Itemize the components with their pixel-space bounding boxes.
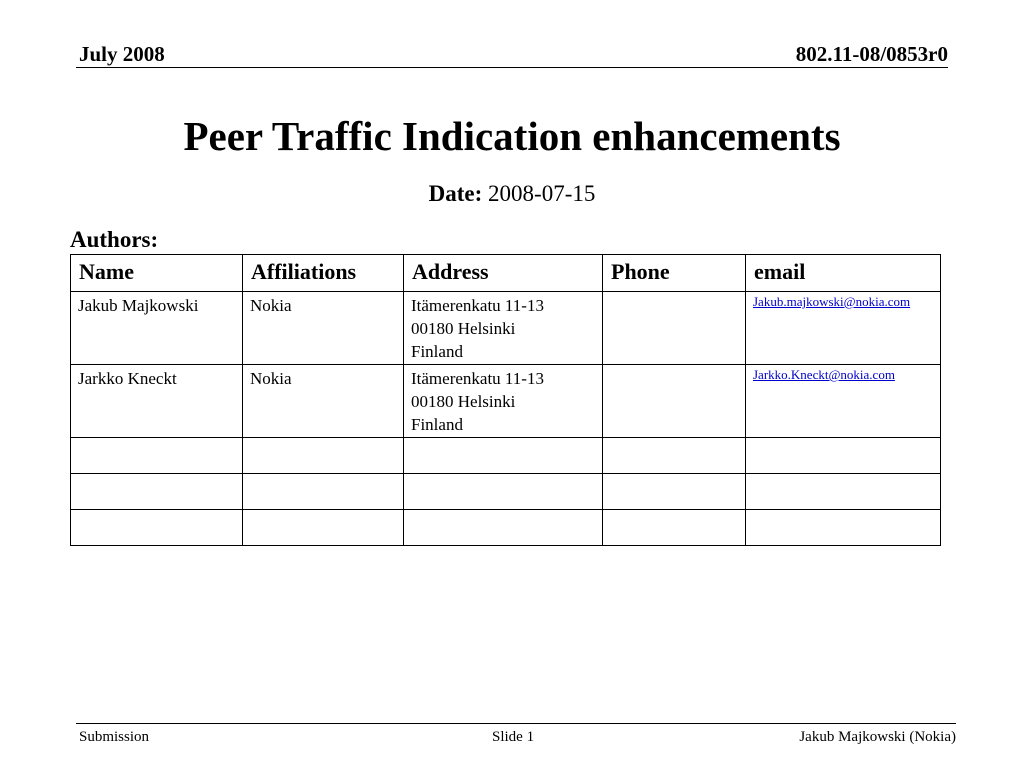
address-country: Finland bbox=[411, 415, 463, 434]
author-email-link[interactable]: Jakub.majkowski@nokia.com bbox=[753, 294, 911, 309]
address-street: Itämerenkatu 11-13 bbox=[411, 369, 544, 388]
empty-cell bbox=[404, 438, 603, 474]
empty-cell bbox=[404, 510, 603, 546]
table-row bbox=[71, 292, 941, 365]
author-phone bbox=[603, 292, 746, 365]
header-rule bbox=[76, 67, 948, 68]
author-affiliation: Nokia bbox=[243, 292, 404, 365]
author-email-cell bbox=[746, 365, 941, 438]
author-address bbox=[404, 292, 603, 365]
author-phone bbox=[603, 365, 746, 438]
table-row bbox=[71, 365, 941, 438]
slide-title: Peer Traffic Indication enhancements bbox=[183, 113, 841, 159]
empty-table-row bbox=[71, 474, 941, 510]
empty-cell bbox=[746, 474, 941, 510]
empty-cell bbox=[603, 474, 746, 510]
empty-cell bbox=[404, 474, 603, 510]
table-header-row bbox=[71, 255, 941, 292]
author-email-link[interactable]: Jarkko.Kneckt@nokia.com bbox=[753, 367, 895, 382]
empty-table-row bbox=[71, 510, 941, 546]
empty-cell bbox=[243, 474, 404, 510]
column-header-phone: Phone bbox=[603, 255, 746, 292]
authors-label: Authors: bbox=[70, 227, 159, 252]
author-name: Jarkko Kneckt bbox=[71, 365, 243, 438]
empty-cell bbox=[603, 438, 746, 474]
column-header-address: Address bbox=[404, 255, 603, 292]
address-country: Finland bbox=[411, 342, 463, 361]
column-header-name: Name bbox=[71, 255, 243, 292]
author-address bbox=[404, 365, 603, 438]
footer-slide-number: Slide 1 bbox=[492, 729, 535, 745]
address-street: Itämerenkatu 11-13 bbox=[411, 296, 544, 315]
date-value: 2008-07-15 bbox=[488, 181, 596, 206]
footer-rule bbox=[76, 723, 956, 724]
empty-table-row bbox=[71, 438, 941, 474]
author-email-cell bbox=[746, 292, 941, 365]
date-line bbox=[0, 181, 1024, 207]
address-city: 00180 Helsinki bbox=[411, 392, 516, 411]
date-label: Date: bbox=[428, 181, 483, 206]
column-header-affiliations: Affiliations bbox=[243, 255, 404, 292]
footer-author: Jakub Majkowski (Nokia) bbox=[799, 729, 956, 745]
empty-cell bbox=[243, 510, 404, 546]
author-affiliation: Nokia bbox=[243, 365, 404, 438]
author-name: Jakub Majkowski bbox=[71, 292, 243, 365]
empty-cell bbox=[746, 510, 941, 546]
empty-cell bbox=[243, 438, 404, 474]
column-header-email: email bbox=[746, 255, 941, 292]
empty-cell bbox=[71, 510, 243, 546]
footer-submission: Submission bbox=[79, 729, 150, 745]
empty-cell bbox=[746, 438, 941, 474]
empty-cell bbox=[71, 438, 243, 474]
empty-cell bbox=[71, 474, 243, 510]
authors-table bbox=[70, 254, 941, 546]
address-city: 00180 Helsinki bbox=[411, 319, 516, 338]
empty-cell bbox=[603, 510, 746, 546]
header-doc-id: 802.11-08/0853r0 bbox=[795, 42, 948, 66]
header-date: July 2008 bbox=[79, 42, 165, 66]
